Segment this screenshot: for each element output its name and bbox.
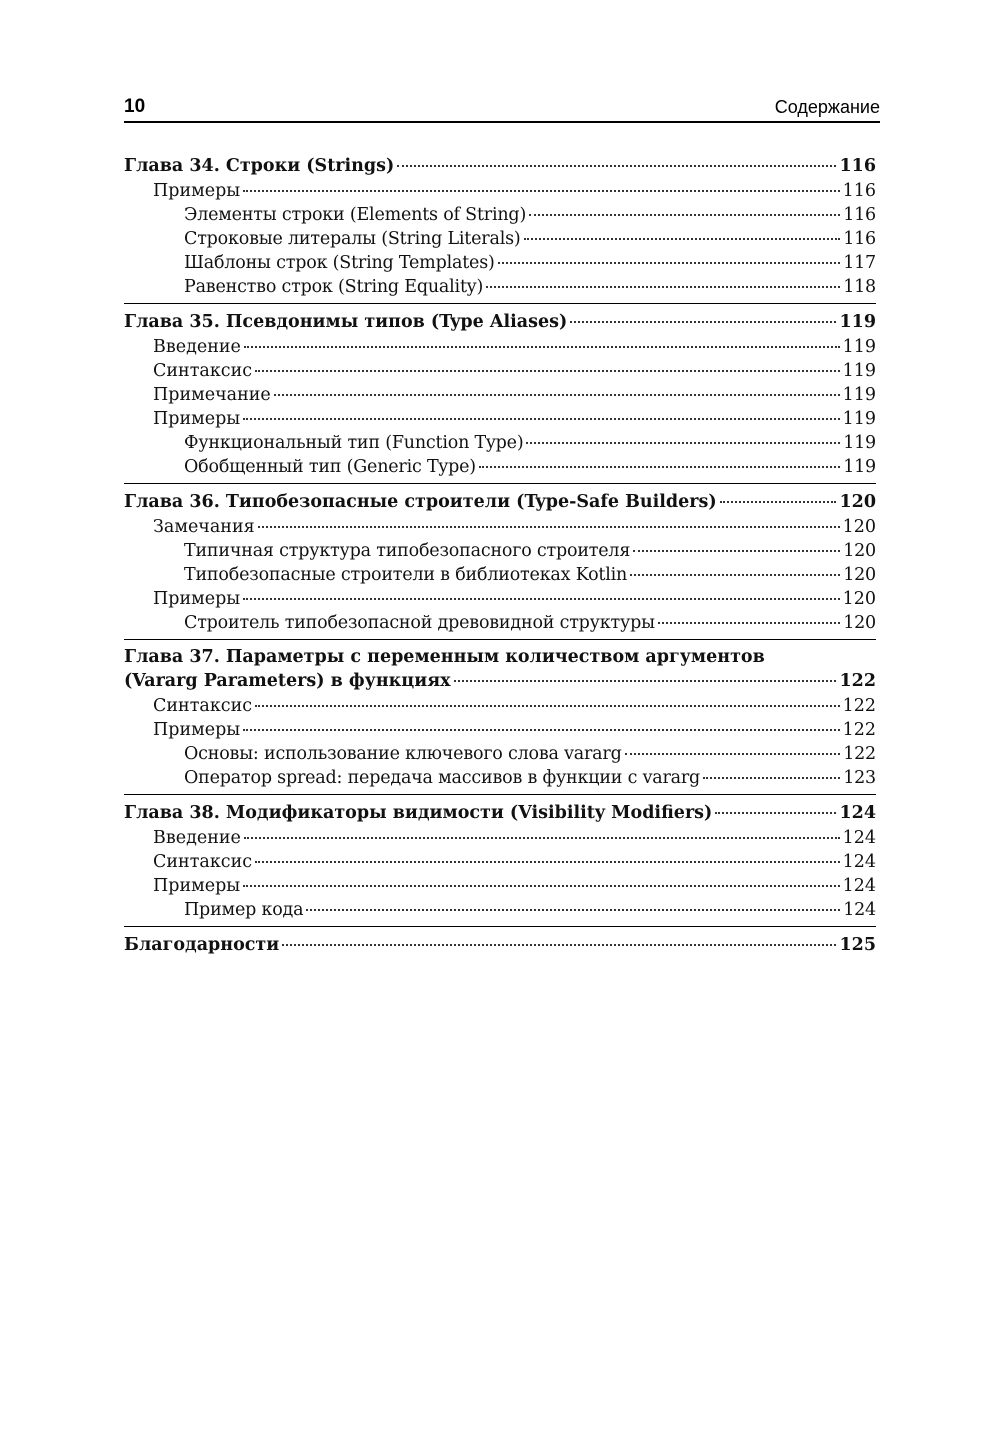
entry-page: 124 <box>843 900 876 920</box>
entry-page: 120 <box>843 565 876 585</box>
entry-title: Введение <box>153 828 241 848</box>
chapter-title: Благодарности <box>124 935 280 955</box>
entry-page: 118 <box>843 277 876 297</box>
toc-entry[interactable] <box>124 563 876 587</box>
entry-title: Примечание <box>153 385 271 405</box>
toc-chapter-heading[interactable] <box>124 801 876 826</box>
dot-leader <box>243 885 839 887</box>
toc-entry[interactable] <box>124 179 876 203</box>
entry-page: 119 <box>842 385 876 405</box>
entry-page: 122 <box>843 744 876 764</box>
toc-chapter-35 <box>124 310 876 484</box>
toc-entry[interactable] <box>124 874 876 898</box>
toc-chapter-heading[interactable] <box>124 490 876 515</box>
toc-chapter-37 <box>124 646 876 795</box>
dot-leader <box>255 370 840 372</box>
dot-leader <box>703 777 840 779</box>
entry-page: 120 <box>842 589 876 609</box>
entry-title: Строитель типобезопасной древовидной структуры <box>184 613 655 633</box>
toc-entry[interactable] <box>124 742 876 766</box>
entry-title: Примеры <box>153 876 241 896</box>
entry-page: 124 <box>842 852 876 872</box>
dot-leader <box>454 680 837 682</box>
running-title: Содержание <box>774 97 880 117</box>
toc-entry[interactable] <box>124 898 876 922</box>
dot-leader <box>625 753 841 755</box>
toc-entry[interactable] <box>124 587 876 611</box>
entry-page: 119 <box>843 433 876 453</box>
entry-title: Синтаксис <box>153 852 253 872</box>
toc-entry[interactable] <box>124 539 876 563</box>
dot-leader <box>526 442 840 444</box>
entry-title: Синтаксис <box>153 361 253 381</box>
entry-page: 122 <box>842 720 876 740</box>
dot-leader <box>720 501 837 503</box>
toc-entry[interactable] <box>124 251 876 275</box>
page-number: 10 <box>124 96 146 117</box>
entry-title: Равенство строк (String Equality) <box>184 277 484 297</box>
entry-page: 119 <box>842 337 876 357</box>
chapter-page: 119 <box>839 312 876 332</box>
dot-leader <box>243 729 839 731</box>
dot-leader <box>630 574 840 576</box>
toc-chapter-36 <box>124 490 876 640</box>
chapter-page: 122 <box>839 671 876 691</box>
entry-title: Примеры <box>153 589 241 609</box>
dot-leader <box>715 812 836 814</box>
dot-leader <box>486 286 840 288</box>
entry-page: 120 <box>843 541 876 561</box>
toc-entry[interactable] <box>124 766 876 790</box>
dot-leader <box>397 165 836 167</box>
chapter-title: Глава 38. Модификаторы видимости (Visibility Modifiers) <box>124 803 713 823</box>
toc-chapter-38 <box>124 801 876 927</box>
dot-leader <box>633 550 840 552</box>
chapter-page: 125 <box>839 935 876 955</box>
entry-title: Элементы строки (Elements of String) <box>184 205 527 225</box>
entry-title: Типичная структура типобезопасного строителя <box>184 541 631 561</box>
entry-page: 116 <box>843 205 876 225</box>
chapter-title-line1[interactable]: Глава 37. Параметры с переменным количеством аргументов <box>124 647 765 667</box>
toc-entry[interactable] <box>124 227 876 251</box>
entry-title: Примеры <box>153 409 241 429</box>
dot-leader <box>524 238 841 240</box>
toc-entry[interactable] <box>124 275 876 299</box>
entry-title: Введение <box>153 337 241 357</box>
toc-entry[interactable] <box>124 611 876 635</box>
dot-leader <box>479 466 840 468</box>
toc-chapter-heading[interactable] <box>124 669 876 694</box>
entry-title: Оператор spread: передача массивов в функции с vararg <box>184 768 701 788</box>
page-header <box>124 95 880 123</box>
toc-entry[interactable] <box>124 718 876 742</box>
chapter-page: 120 <box>839 492 876 512</box>
dot-leader <box>244 837 840 839</box>
dot-leader <box>570 321 836 323</box>
entry-page: 116 <box>843 229 876 249</box>
entry-page: 119 <box>843 457 876 477</box>
entry-title: Основы: использование ключевого слова vararg <box>184 744 622 764</box>
entry-title: Примеры <box>153 720 241 740</box>
entry-title: Синтаксис <box>153 696 253 716</box>
entry-page: 124 <box>842 876 876 896</box>
toc-entry[interactable] <box>124 359 876 383</box>
dot-leader <box>255 705 840 707</box>
toc-entry[interactable] <box>124 431 876 455</box>
entry-page: 119 <box>842 361 876 381</box>
toc-entry[interactable] <box>124 694 876 718</box>
dot-leader <box>498 262 841 264</box>
entry-title: Замечания <box>153 517 255 537</box>
chapter-page: 116 <box>839 156 876 176</box>
entry-title: Примеры <box>153 181 241 201</box>
entry-title: Функциональный тип (Function Type) <box>184 433 524 453</box>
dot-leader <box>274 394 840 396</box>
dot-leader <box>306 909 840 911</box>
entry-title: Строковые литералы (String Literals) <box>184 229 521 249</box>
toc-entry[interactable] <box>124 826 876 850</box>
toc-entry[interactable] <box>124 455 876 479</box>
entry-page: 123 <box>843 768 876 788</box>
toc-acknowledgements <box>124 933 876 962</box>
dot-leader <box>244 346 840 348</box>
toc-entry[interactable] <box>124 383 876 407</box>
entry-title: Пример кода <box>184 900 304 920</box>
entry-page: 124 <box>842 828 876 848</box>
toc-chapter-heading[interactable] <box>124 154 876 179</box>
entry-page: 116 <box>842 181 876 201</box>
chapter-title: Глава 34. Строки (Strings) <box>124 156 395 176</box>
toc-chapter-heading[interactable] <box>124 310 876 335</box>
dot-leader <box>658 622 840 624</box>
dot-leader <box>258 526 840 528</box>
chapter-title-line2: (Vararg Parameters) в функциях <box>124 671 451 691</box>
entry-page: 119 <box>842 409 876 429</box>
chapter-title: Глава 36. Типобезопасные строители (Type-Safe Builders) <box>124 492 717 512</box>
toc-entry[interactable] <box>124 335 876 359</box>
toc-entry[interactable] <box>124 407 876 431</box>
dot-leader <box>243 598 839 600</box>
dot-leader <box>282 944 836 946</box>
dot-leader <box>529 214 840 216</box>
toc-entry[interactable] <box>124 515 876 539</box>
entry-page: 122 <box>842 696 876 716</box>
toc-chapter-34 <box>124 154 876 304</box>
table-of-contents <box>124 154 876 968</box>
dot-leader <box>243 418 839 420</box>
chapter-page: 124 <box>839 803 876 823</box>
chapter-title: Глава 35. Псевдонимы типов (Type Aliases) <box>124 312 568 332</box>
entry-page: 117 <box>843 253 876 273</box>
entry-title: Обобщенный тип (Generic Type) <box>184 457 476 477</box>
toc-entry[interactable] <box>124 850 876 874</box>
dot-leader <box>255 861 840 863</box>
entry-title: Типобезопасные строители в библиотеках Kotlin <box>184 565 628 585</box>
entry-title: Шаблоны строк (String Templates) <box>184 253 495 273</box>
dot-leader <box>243 190 839 192</box>
entry-page: 120 <box>843 613 876 633</box>
toc-chapter-heading[interactable] <box>124 933 876 958</box>
entry-page: 120 <box>842 517 876 537</box>
toc-entry[interactable] <box>124 203 876 227</box>
